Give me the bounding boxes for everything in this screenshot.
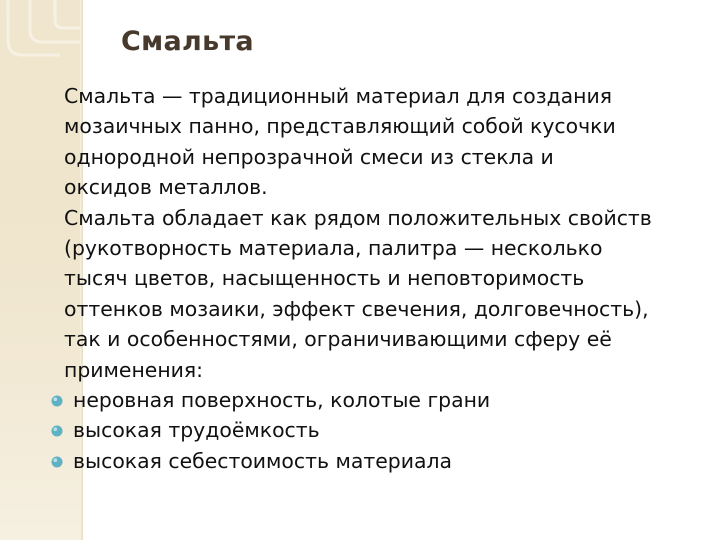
paragraph-2-line: так и особенностями, ограничивающими сферу её	[64, 327, 612, 352]
paragraph-2-line: Смальта обладает как рядом положительных свойств	[64, 205, 652, 230]
bullet-item	[64, 385, 714, 415]
bullet-icon	[51, 395, 63, 407]
slide-title: Смальта	[121, 26, 254, 57]
bullet-icon	[51, 456, 63, 468]
bullet-item	[64, 415, 714, 445]
paragraph-2-line: применения:	[64, 357, 204, 382]
paragraph-1-line: Смальта — традиционный материал для создания	[64, 84, 613, 108]
bullet-text: неровная поверхность, колотые грани	[73, 388, 491, 413]
bullet-item	[64, 446, 714, 476]
bullet-text: высокая себестоимость материала	[73, 448, 453, 473]
paragraph-1-line: однородной непрозрачной смеси из стекла и	[64, 144, 554, 169]
slide-body	[64, 81, 714, 476]
paragraph-1-line: оксидов металлов.	[64, 175, 268, 200]
paragraph-2-line: (рукотворность материала, палитра — несколько	[64, 236, 603, 261]
bullet-icon	[51, 425, 63, 437]
paragraph-2-line: оттенков мозаики, эффект свечения, долговечность),	[64, 296, 649, 321]
bullet-text: высокая трудоёмкость	[73, 418, 320, 443]
paragraph-1-line: мозаичных панно, представляющий собой кусочки	[64, 114, 616, 139]
paragraph-2-line: тысяч цветов, насыщенность и неповторимость	[64, 266, 585, 291]
